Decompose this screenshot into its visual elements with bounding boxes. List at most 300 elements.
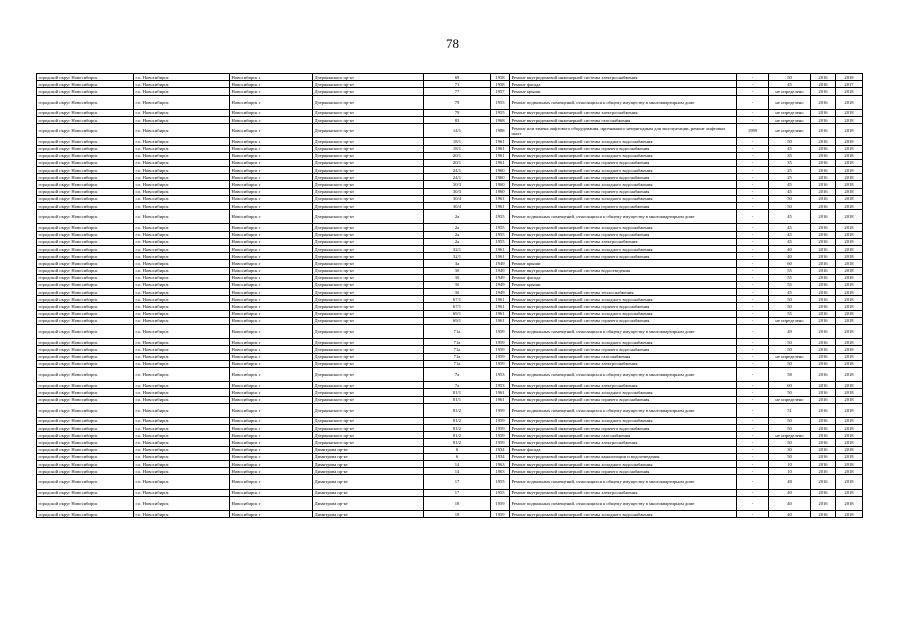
cell-start-year: 2016	[811, 510, 836, 517]
cell-city: Новосибирск г	[230, 238, 313, 245]
cell-cost: не определено	[769, 432, 811, 439]
cell-municipality: г.о. Новосибирск	[134, 181, 230, 188]
cell-build-year: 1934	[491, 453, 510, 460]
cell-street: Дзержинского пр-кт	[313, 231, 424, 238]
cell-end-year: 2018	[836, 145, 863, 152]
cell-street: Димитрова пр-кт	[313, 510, 424, 517]
cell-work-type: Ремонт внутридомовой инженерной системы электроснабжения	[510, 74, 737, 81]
cell-start-year: 2016	[811, 296, 836, 303]
cell-municipality: г.о. Новосибирск	[134, 88, 230, 95]
cell-municipality: г.о. Новосибирск	[134, 289, 230, 296]
cell-cost: 51	[769, 403, 811, 417]
table-row	[37, 446, 863, 453]
cell-street: Димитрова пр-кт	[313, 468, 424, 475]
cell-cost: 50	[769, 74, 811, 81]
cell-build-year: 1949	[491, 274, 510, 281]
cell-work-type: Ремонт крыши	[510, 88, 737, 95]
cell-house: 7а	[424, 367, 491, 381]
cell-city: Новосибирск г	[230, 116, 313, 123]
cell-cost: 48	[769, 475, 811, 489]
cell-end-year: 2018	[836, 181, 863, 188]
cell-start-year: 2016	[811, 446, 836, 453]
table-row	[37, 95, 863, 109]
cell-street: Дзержинского пр-кт	[313, 289, 424, 296]
table-row	[37, 274, 863, 281]
cell-okrug: городской округ Новосибирск	[37, 267, 134, 274]
cell-city: Новосибирск г	[230, 489, 313, 496]
cell-okrug: городской округ Новосибирск	[37, 231, 134, 238]
cell-start-year: 2016	[811, 274, 836, 281]
table-row	[37, 74, 863, 81]
cell-commission-year: -	[737, 267, 769, 274]
cell-house: 2а	[424, 238, 491, 245]
cell-municipality: г.о. Новосибирск	[134, 174, 230, 181]
cell-work-type: Ремонт подвальных помещений, относящихся к общему имуществу в многоквартирном доме	[510, 496, 737, 510]
cell-street: Дзержинского пр-кт	[313, 360, 424, 367]
cell-okrug: городской округ Новосибирск	[37, 446, 134, 453]
cell-municipality: г.о. Новосибирск	[134, 417, 230, 424]
cell-cost: 50	[769, 296, 811, 303]
table-row	[37, 468, 863, 475]
cell-work-type: Ремонт фасада	[510, 274, 737, 281]
cell-okrug: городской округ Новосибирск	[37, 238, 134, 245]
cell-start-year: 2016	[811, 253, 836, 260]
cell-okrug: городской округ Новосибирск	[37, 325, 134, 339]
cell-city: Новосибирск г	[230, 475, 313, 489]
cell-city: Новосибирск г	[230, 88, 313, 95]
cell-build-year: 1955	[491, 210, 510, 224]
cell-street: Дзержинского пр-кт	[313, 224, 424, 231]
cell-commission-year: -	[737, 367, 769, 381]
cell-start-year: 2016	[811, 317, 836, 324]
cell-city: Новосибирск г	[230, 245, 313, 252]
cell-house: 2а	[424, 224, 491, 231]
cell-street: Дзержинского пр-кт	[313, 245, 424, 252]
cell-commission-year: -	[737, 159, 769, 166]
cell-cost: 40	[769, 489, 811, 496]
cell-start-year: 2016	[811, 353, 836, 360]
cell-work-type: Ремонт фасада	[510, 446, 737, 453]
table-row	[37, 510, 863, 517]
cell-work-type: Ремонт внутридомовой инженерной системы горячего водоснабжения	[510, 231, 737, 238]
cell-cost: 55	[769, 267, 811, 274]
cell-start-year: 2016	[811, 224, 836, 231]
cell-cost: 40	[769, 510, 811, 517]
cell-house: 17	[424, 475, 491, 489]
cell-street: Дзержинского пр-кт	[313, 317, 424, 324]
cell-cost: не определено	[769, 116, 811, 123]
cell-commission-year: -	[737, 317, 769, 324]
cell-okrug: городской округ Новосибирск	[37, 353, 134, 360]
cell-commission-year: -	[737, 325, 769, 339]
cell-end-year: 2018	[836, 88, 863, 95]
cell-work-type: Ремонт внутридомовой инженерной системы электроснабжения	[510, 382, 737, 389]
cell-build-year: 1961	[491, 195, 510, 202]
cell-city: Новосибирск г	[230, 496, 313, 510]
cell-street: Дзержинского пр-кт	[313, 432, 424, 439]
cell-street: Димитрова пр-кт	[313, 489, 424, 496]
cell-okrug: городской округ Новосибирск	[37, 310, 134, 317]
cell-street: Димитрова пр-кт	[313, 446, 424, 453]
cell-commission-year: -	[737, 281, 769, 288]
cell-work-type: Ремонт внутридомовой инженерной системы горячего водоснабжения	[510, 253, 737, 260]
cell-end-year: 2018	[836, 124, 863, 138]
cell-okrug: городской округ Новосибирск	[37, 317, 134, 324]
cell-city: Новосибирск г	[230, 432, 313, 439]
cell-work-type: Ремонт внутридомовой инженерной системы горячего водоснабжения	[510, 425, 737, 432]
cell-okrug: городской округ Новосибирск	[37, 425, 134, 432]
cell-street: Дзержинского пр-кт	[313, 439, 424, 446]
cell-okrug: городской округ Новосибирск	[37, 389, 134, 396]
cell-municipality: г.о. Новосибирск	[134, 510, 230, 517]
table-row	[37, 167, 863, 174]
cell-house: 71а	[424, 346, 491, 353]
cell-commission-year: -	[737, 145, 769, 152]
cell-start-year: 2016	[811, 81, 836, 88]
cell-end-year: 2018	[836, 281, 863, 288]
cell-cost: 40	[769, 253, 811, 260]
cell-street: Дзержинского пр-кт	[313, 210, 424, 224]
cell-municipality: г.о. Новосибирск	[134, 167, 230, 174]
cell-work-type: Ремонт внутридомовой инженерной системы горячего водоснабжения	[510, 346, 737, 353]
cell-okrug: городской округ Новосибирск	[37, 210, 134, 224]
cell-municipality: г.о. Новосибирск	[134, 159, 230, 166]
cell-build-year: 1959	[491, 496, 510, 510]
cell-commission-year: -	[737, 260, 769, 267]
cell-work-type: Ремонт внутридомовой инженерной системы горячего водоснабжения	[510, 159, 737, 166]
cell-house: 79	[424, 95, 491, 109]
cell-municipality: г.о. Новосибирск	[134, 425, 230, 432]
cell-okrug: городской округ Новосибирск	[37, 432, 134, 439]
cell-house: 7а	[424, 382, 491, 389]
cell-commission-year: -	[737, 489, 769, 496]
cell-street: Дзержинского пр-кт	[313, 88, 424, 95]
cell-cost: 35	[769, 152, 811, 159]
table-row	[37, 496, 863, 510]
cell-okrug: городской округ Новосибирск	[37, 453, 134, 460]
cell-municipality: г.о. Новосибирск	[134, 267, 230, 274]
cell-commission-year: -	[737, 453, 769, 460]
cell-commission-year: -	[737, 468, 769, 475]
cell-house: 32/1	[424, 253, 491, 260]
cell-municipality: г.о. Новосибирск	[134, 281, 230, 288]
cell-cost: 45	[769, 210, 811, 224]
table-row	[37, 382, 863, 389]
cell-street: Дзержинского пр-кт	[313, 238, 424, 245]
cell-end-year: 2018	[836, 432, 863, 439]
cell-city: Новосибирск г	[230, 203, 313, 210]
cell-street: Димитрова пр-кт	[313, 496, 424, 510]
cell-start-year: 2016	[811, 281, 836, 288]
cell-house: 69/1	[424, 317, 491, 324]
cell-house: 81/1	[424, 396, 491, 403]
cell-house: 18	[424, 496, 491, 510]
cell-end-year: 2018	[836, 267, 863, 274]
cell-cost: 45	[769, 81, 811, 88]
cell-commission-year: -	[737, 138, 769, 145]
cell-end-year: 2018	[836, 461, 863, 468]
table-row	[37, 181, 863, 188]
table-row	[37, 159, 863, 166]
cell-end-year: 2018	[836, 109, 863, 116]
cell-build-year: 1934	[491, 446, 510, 453]
cell-city: Новосибирск г	[230, 210, 313, 224]
cell-street: Дзержинского пр-кт	[313, 353, 424, 360]
cell-end-year: 2018	[836, 289, 863, 296]
cell-okrug: городской округ Новосибирск	[37, 396, 134, 403]
cell-start-year: 2016	[811, 453, 836, 460]
cell-start-year: 2016	[811, 389, 836, 396]
cell-municipality: г.о. Новосибирск	[134, 260, 230, 267]
cell-start-year: 2016	[811, 396, 836, 403]
cell-build-year: 1961	[491, 317, 510, 324]
table-row	[37, 231, 863, 238]
cell-house: 69/1	[424, 310, 491, 317]
cell-work-type: Ремонт внутридомовой инженерной системы электроснабжения	[510, 238, 737, 245]
cell-house: 69	[424, 74, 491, 81]
table-row	[37, 174, 863, 181]
cell-end-year: 2018	[836, 382, 863, 389]
cell-city: Новосибирск г	[230, 317, 313, 324]
cell-work-type: Ремонт подвальных помещений, относящихся к общему имуществу в многоквартирном доме	[510, 325, 737, 339]
cell-cost: 45	[769, 231, 811, 238]
cell-municipality: г.о. Новосибирск	[134, 274, 230, 281]
cell-street: Дзержинского пр-кт	[313, 382, 424, 389]
cell-build-year: 1961	[491, 159, 510, 166]
cell-city: Новосибирск г	[230, 195, 313, 202]
cell-end-year: 2018	[836, 310, 863, 317]
cell-cost: 50	[769, 138, 811, 145]
cell-work-type: Ремонт подвальных помещений, относящихся к общему имуществу в многоквартирном доме	[510, 210, 737, 224]
cell-okrug: городской округ Новосибирск	[37, 109, 134, 116]
cell-okrug: городской округ Новосибирск	[37, 95, 134, 109]
cell-build-year: 1959	[491, 360, 510, 367]
cell-cost: 50	[769, 389, 811, 396]
cell-cost: 60	[769, 382, 811, 389]
cell-okrug: городской округ Новосибирск	[37, 81, 134, 88]
cell-build-year: 1959	[491, 417, 510, 424]
cell-municipality: г.о. Новосибирск	[134, 439, 230, 446]
cell-build-year: 1955	[491, 475, 510, 489]
cell-work-type: Ремонт крыши	[510, 281, 737, 288]
cell-municipality: г.о. Новосибирск	[134, 346, 230, 353]
cell-street: Дзержинского пр-кт	[313, 159, 424, 166]
cell-municipality: г.о. Новосибирск	[134, 432, 230, 439]
cell-work-type: Ремонт внутридомовой инженерной системы холодного водоснабжения	[510, 195, 737, 202]
cell-work-type: Ремонт внутридомовой инженерной системы горячего водоснабжения	[510, 468, 737, 475]
cell-start-year: 2016	[811, 461, 836, 468]
cell-okrug: городской округ Новосибирск	[37, 260, 134, 267]
cell-commission-year: -	[737, 425, 769, 432]
cell-house: 32/1	[424, 245, 491, 252]
cell-commission-year: -	[737, 496, 769, 510]
cell-street: Дзержинского пр-кт	[313, 81, 424, 88]
cell-end-year: 2018	[836, 303, 863, 310]
cell-street: Дзержинского пр-кт	[313, 274, 424, 281]
cell-start-year: 2016	[811, 174, 836, 181]
cell-okrug: городской округ Новосибирск	[37, 152, 134, 159]
cell-street: Дзержинского пр-кт	[313, 403, 424, 417]
cell-commission-year: -	[737, 245, 769, 252]
cell-commission-year: -	[737, 510, 769, 517]
cell-build-year: 1959	[491, 432, 510, 439]
cell-house: 30/3	[424, 188, 491, 195]
cell-municipality: г.о. Новосибирск	[134, 382, 230, 389]
cell-municipality: г.о. Новосибирск	[134, 325, 230, 339]
table-row	[37, 339, 863, 346]
cell-build-year: 1961	[491, 389, 510, 396]
cell-work-type: Ремонт внутридомовой инженерной системы горячего водоснабжения	[510, 174, 737, 181]
cell-build-year: 1961	[491, 310, 510, 317]
table-row	[37, 238, 863, 245]
cell-house: 14	[424, 468, 491, 475]
cell-end-year: 2018	[836, 496, 863, 510]
cell-commission-year: -	[737, 203, 769, 210]
cell-city: Новосибирск г	[230, 152, 313, 159]
cell-end-year: 2018	[836, 159, 863, 166]
cell-work-type: Ремонт внутридомовой инженерной системы холодного водоснабжения	[510, 389, 737, 396]
table-row	[37, 267, 863, 274]
cell-municipality: г.о. Новосибирск	[134, 238, 230, 245]
cell-cost: 25	[769, 174, 811, 181]
cell-commission-year: 1989	[737, 124, 769, 138]
cell-end-year: 2018	[836, 317, 863, 324]
cell-city: Новосибирск г	[230, 253, 313, 260]
cell-commission-year: -	[737, 475, 769, 489]
cell-cost: 50	[769, 439, 811, 446]
cell-cost: не определено	[769, 124, 811, 138]
cell-end-year: 2018	[836, 253, 863, 260]
cell-okrug: городской округ Новосибирск	[37, 74, 134, 81]
cell-work-type: Ремонт внутридомовой инженерной системы холодного водоснабжения	[510, 224, 737, 231]
cell-house: 2а	[424, 210, 491, 224]
cell-cost: не определено	[769, 88, 811, 95]
cell-commission-year: -	[737, 310, 769, 317]
cell-street: Дзержинского пр-кт	[313, 253, 424, 260]
cell-commission-year: -	[737, 389, 769, 396]
cell-city: Новосибирск г	[230, 188, 313, 195]
cell-commission-year: -	[737, 417, 769, 424]
cell-street: Дзержинского пр-кт	[313, 425, 424, 432]
cell-build-year: 1953	[491, 367, 510, 381]
cell-street: Дзержинского пр-кт	[313, 181, 424, 188]
cell-house: 81/1	[424, 389, 491, 396]
cell-municipality: г.о. Новосибирск	[134, 489, 230, 496]
cell-street: Дзержинского пр-кт	[313, 109, 424, 116]
cell-work-type: Ремонт подвальных помещений, относящихся к общему имуществу в многоквартирном доме	[510, 403, 737, 417]
table-row	[37, 124, 863, 138]
cell-cost: 25	[769, 167, 811, 174]
cell-cost: 50	[769, 417, 811, 424]
cell-work-type: Ремонт внутридомовой инженерной системы водоотведения	[510, 267, 737, 274]
cell-commission-year: -	[737, 339, 769, 346]
cell-build-year: 1961	[491, 253, 510, 260]
cell-okrug: городской округ Новосибирск	[37, 188, 134, 195]
cell-cost: 55	[769, 274, 811, 281]
cell-end-year: 2018	[836, 95, 863, 109]
cell-city: Новосибирск г	[230, 396, 313, 403]
table-row	[37, 245, 863, 252]
cell-municipality: г.о. Новосибирск	[134, 116, 230, 123]
cell-street: Димитрова пр-кт	[313, 453, 424, 460]
cell-municipality: г.о. Новосибирск	[134, 296, 230, 303]
cell-city: Новосибирск г	[230, 267, 313, 274]
cell-municipality: г.о. Новосибирск	[134, 453, 230, 460]
table-row	[37, 195, 863, 202]
cell-city: Новосибирск г	[230, 167, 313, 174]
cell-street: Дзержинского пр-кт	[313, 260, 424, 267]
cell-city: Новосибирск г	[230, 296, 313, 303]
cell-build-year: 1959	[491, 439, 510, 446]
table-row	[37, 453, 863, 460]
cell-commission-year: -	[737, 396, 769, 403]
cell-end-year: 2018	[836, 167, 863, 174]
cell-house: 30/3	[424, 181, 491, 188]
cell-commission-year: -	[737, 195, 769, 202]
cell-cost: 50	[769, 453, 811, 460]
cell-okrug: городской округ Новосибирск	[37, 281, 134, 288]
cell-street: Дзержинского пр-кт	[313, 267, 424, 274]
cell-city: Новосибирск г	[230, 389, 313, 396]
cell-commission-year: -	[737, 274, 769, 281]
cell-municipality: г.о. Новосибирск	[134, 461, 230, 468]
cell-city: Новосибирск г	[230, 382, 313, 389]
cell-work-type: Ремонт внутридомовой инженерной системы холодного водоснабжения	[510, 461, 737, 468]
cell-work-type: Ремонт внутридомовой инженерной системы холодного водоснабжения	[510, 181, 737, 188]
cell-municipality: г.о. Новосибирск	[134, 496, 230, 510]
cell-municipality: г.о. Новосибирск	[134, 396, 230, 403]
cell-street: Дзержинского пр-кт	[313, 417, 424, 424]
table-row	[37, 475, 863, 489]
cell-work-type: Ремонт внутридомовой инженерной системы холодного водоснабжения	[510, 167, 737, 174]
cell-city: Новосибирск г	[230, 231, 313, 238]
cell-start-year: 2016	[811, 195, 836, 202]
cell-cost: 50	[769, 346, 811, 353]
cell-end-year: 2018	[836, 396, 863, 403]
cell-okrug: городской округ Новосибирск	[37, 510, 134, 517]
cell-house: 18/1	[424, 138, 491, 145]
cell-street: Димитрова пр-кт	[313, 461, 424, 468]
cell-street: Дзержинского пр-кт	[313, 145, 424, 152]
cell-cost: 35	[769, 159, 811, 166]
cell-okrug: городской округ Новосибирск	[37, 88, 134, 95]
cell-end-year: 2018	[836, 296, 863, 303]
cell-work-type: Ремонт внутридомовой инженерной системы канализации и водоотведения	[510, 453, 737, 460]
table-row	[37, 281, 863, 288]
cell-house: 20/1	[424, 159, 491, 166]
cell-end-year: 2018	[836, 195, 863, 202]
cell-okrug: городской округ Новосибирск	[37, 138, 134, 145]
cell-build-year: 1955	[491, 224, 510, 231]
table-row	[37, 417, 863, 424]
cell-end-year: 2018	[836, 339, 863, 346]
cell-city: Новосибирск г	[230, 74, 313, 81]
cell-commission-year: -	[737, 382, 769, 389]
cell-house: 17	[424, 489, 491, 496]
cell-city: Новосибирск г	[230, 353, 313, 360]
cell-municipality: г.о. Новосибирск	[134, 303, 230, 310]
cell-start-year: 2016	[811, 339, 836, 346]
cell-house: 30/4	[424, 203, 491, 210]
cell-work-type: Ремонт внутридомовой инженерной системы электроснабжения	[510, 360, 737, 367]
cell-commission-year: -	[737, 403, 769, 417]
cell-build-year: 1960	[491, 167, 510, 174]
cell-city: Новосибирск г	[230, 346, 313, 353]
cell-okrug: городской округ Новосибирск	[37, 145, 134, 152]
cell-cost: 10	[769, 468, 811, 475]
cell-end-year: 2018	[836, 346, 863, 353]
cell-commission-year: -	[737, 95, 769, 109]
